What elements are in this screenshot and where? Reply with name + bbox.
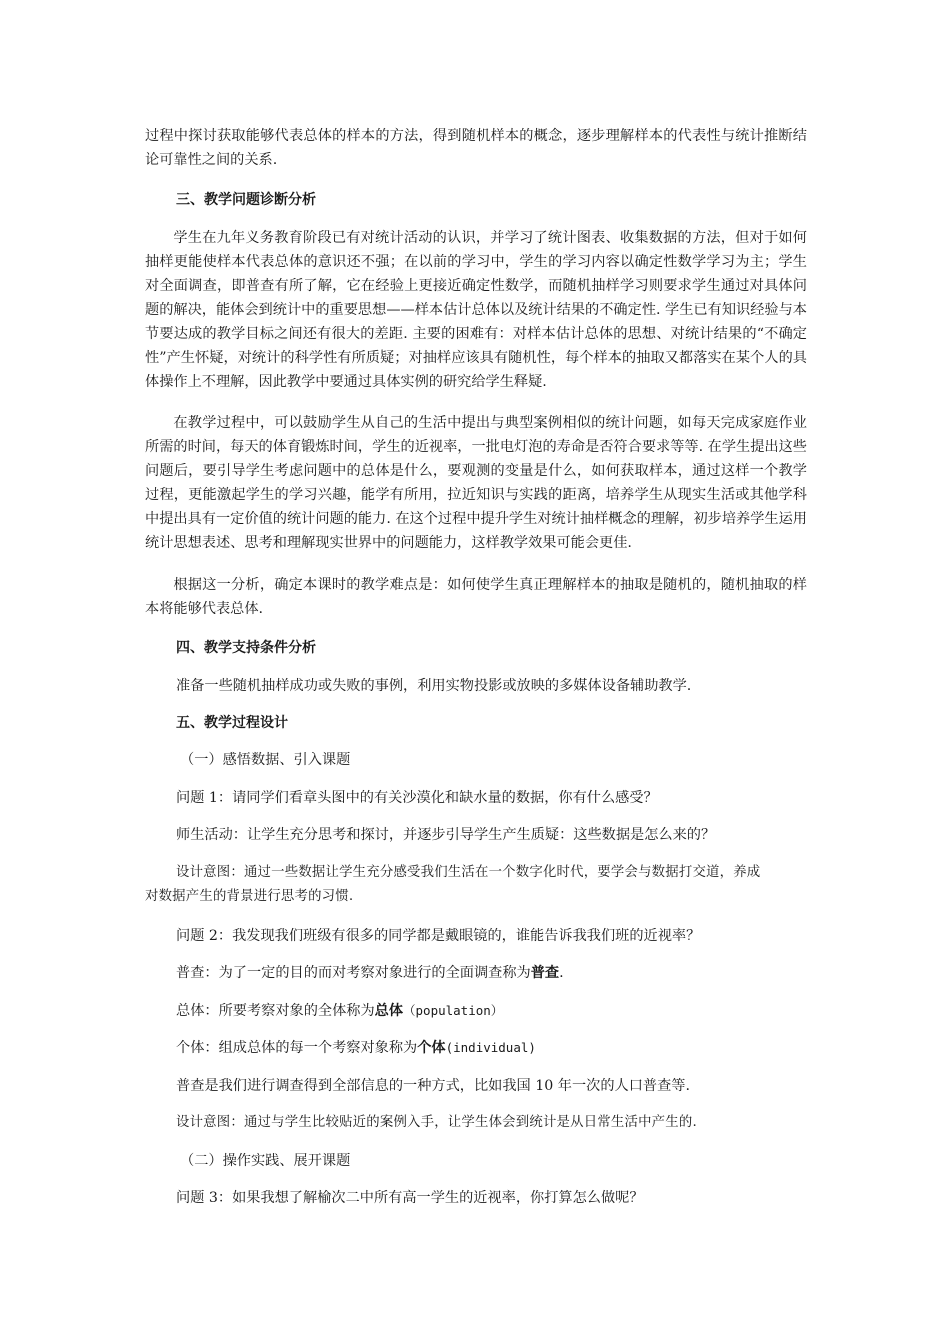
design-intent-2: 设计意图：通过与学生比较贴近的案例入手，让学生体会到统计是从日常生活中产生的. bbox=[176, 1115, 697, 1130]
term-individual: 个体 bbox=[417, 1040, 446, 1056]
section-5-heading: 五、教学过程设计 bbox=[176, 715, 288, 731]
question-1: 问题 1：请同学们看章头图中的有关沙漠化和缺水量的数据，你有什么感受？ bbox=[176, 790, 658, 806]
term-population: 总体 bbox=[374, 1003, 404, 1019]
definition-population: 总体：所要考察对象的全体称为总体（population） bbox=[176, 1003, 504, 1019]
census-note: 普查是我们进行调查得到全部信息的一种方式，比如我国 10 年一次的人口普查等. bbox=[176, 1078, 690, 1094]
intro-continuation: 过程中探讨获取能够代表总体的样本的方法，得到随机样本的概念，逐步理解样本的代表性与统计推断结论可靠性之间的关系. bbox=[145, 128, 807, 168]
subsection-2-title: （二）操作实践、展开课题 bbox=[180, 1153, 351, 1169]
design-intent-1-line-2: 对数据产生的背景进行思考的习惯. bbox=[145, 889, 354, 904]
design-intent-1 bbox=[145, 861, 807, 909]
question-3: 问题 3：如果我想了解榆次二中所有高一学生的近视率，你打算怎么做呢？ bbox=[176, 1190, 644, 1206]
section-4-heading: 四、教学支持条件分析 bbox=[176, 640, 316, 656]
teacher-student-activity: 师生活动：让学生充分思考和探讨，并逐步引导学生产生质疑：这些数据是怎么来的？ bbox=[176, 827, 716, 843]
definition-census: 普查：为了一定的目的而对考察对象进行的全面调查称为普查. bbox=[176, 965, 564, 981]
question-2: 问题 2：我发现我们班级有很多的同学都是戴眼镜的，谁能告诉我我们班的近视率？ bbox=[176, 928, 701, 944]
section-3-paragraph-1: 学生在九年义务教育阶段已有对统计活动的认识，并学习了统计图表、收集数据的方法，但对于如何抽样更能使样本代表总体的意识还不强；在以前的学习中，学生的学习内容以确定性数学学习为主；学生对全面调查，即普查有所了解，它在经验上更接近确定性数学，而随机抽样学习则要求学生通过对具体问题的解决，能体会到统计中的重要思想——样本估计总体以及统计结果的不确定性. 学生已有知识经验与本节要达成的教学目标之间还有很大的差距. 主要的困难有：对样本估计总体的思想、对统计结果的“不确定性”产生怀疑，对统计的科学性有所质疑；对抽样应该具有随机性，每个样本的抽取又都落实在某个人的具体操作上不理解，因此教学中要通过具体实例的研究给学生释疑. bbox=[145, 230, 807, 390]
section-4-paragraph: 准备一些随机抽样成功或失败的事例，利用实物投影或放映的多媒体设备辅助教学. bbox=[176, 678, 692, 694]
section-3-paragraph-3: 根据这一分析，确定本课时的教学难点是：如何使学生真正理解样本的抽取是随机的，随机抽取的样本将能够代表总体. bbox=[145, 577, 807, 617]
design-intent-1-line-1: 设计意图：通过一些数据让学生充分感受我们生活在一个数字化时代，要学会与数据打交道，养成 bbox=[176, 865, 761, 880]
subsection-1-title: （一）感悟数据、引入课题 bbox=[180, 752, 351, 768]
section-3-paragraph-2: 在教学过程中，可以鼓励学生从自己的生活中提出与典型案例相似的统计问题，如每天完成家庭作业所需的时间，每天的体育锻炼时间，学生的近视率，一批电灯泡的寿命是否符合要求等等. 在学生提出这些问题后，要引导学生考虑问题中的总体是什么，要观测的变量是什么，如何获取样本，通过这样一个教学过程，更能激起学生的学习兴趣，能学有所用，拉近知识与实践的距离，培养学生从现实生活或其他学科中提出具有一定价值的统计问题的能力. 在这个过程中提升学生对统计抽样概念的理解，初步培养学生运用统计思想表述、思考和理解现实世界中的问题能力，这样教学效果可能会更佳. bbox=[145, 415, 807, 551]
definition-individual: 个体：组成总体的每一个考察对象称为个体(individual) bbox=[176, 1040, 536, 1056]
section-3-heading: 三、教学问题诊断分析 bbox=[176, 192, 316, 208]
term-census: 普查 bbox=[530, 965, 560, 981]
